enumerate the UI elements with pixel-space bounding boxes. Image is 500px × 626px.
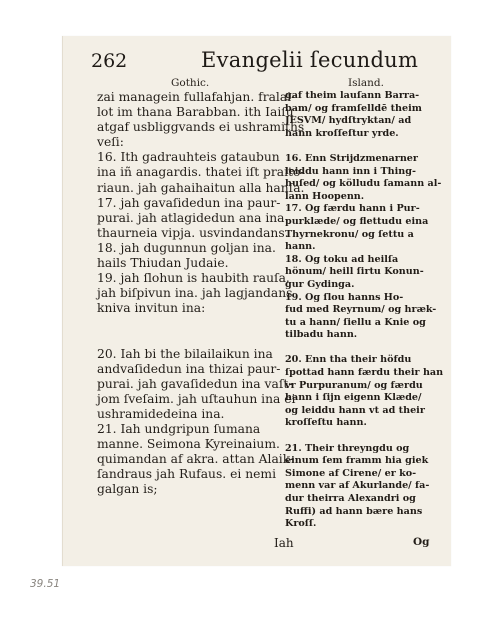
- icelandic-text-line: hönum/ heill ſirtu Konun-: [285, 266, 424, 278]
- icelandic-catchword: Og: [413, 536, 430, 548]
- gothic-text-line: 19. jah ſlohun is haubith rauſa.: [97, 271, 290, 286]
- icelandic-text-line: 16. Enn Strijdzmenarner: [285, 152, 418, 164]
- icelandic-text-line: hann.: [285, 241, 316, 253]
- icelandic-text-line: huſed/ og kölludu ſamann al-: [285, 178, 442, 190]
- gothic-text-line: 20. Iah bi the bilailaikun ina: [97, 346, 273, 361]
- pencil-margin-note: 39.51: [30, 578, 61, 590]
- icelandic-text-line: [285, 430, 441, 443]
- gothic-text-line: andvaſidedun ina thizai paur-: [97, 361, 281, 376]
- icelandic-text-line: leiddu hann inn i Thing-: [285, 165, 416, 177]
- icelandic-text-line: Kroſſ.: [285, 518, 317, 530]
- gothic-text-line: purai. jah atlagidedun ana ina: [97, 210, 285, 225]
- icelandic-text-line: Ruffi) ad hann bære hans: [285, 505, 423, 517]
- icelandic-text-line: 19. Og ſlou hanns Ho-: [285, 291, 404, 303]
- icelandic-text-line: tu a hann/ ſiellu a Knie og: [285, 316, 426, 328]
- icelandic-text-line: [285, 342, 441, 355]
- icelandic-text-line: einum ſem framm hia giek: [285, 455, 429, 467]
- icelandic-text-line: JESVM/ hydſtryktan/ ad: [285, 115, 412, 127]
- icelandic-text-line: purklæde/ og flettudu eina: [285, 215, 429, 227]
- icelandic-text-line: bam/ og framſelldē theim: [285, 102, 422, 114]
- icelandic-text-line: [285, 140, 441, 153]
- icelandic-text-line: og leiddu hann vt ad their: [285, 404, 425, 416]
- icelandic-text-line: fud med Reyrnum/ og hræk-: [285, 304, 437, 316]
- icelandic-text-line: 17. Og færdu hann i Pur-: [285, 203, 420, 215]
- book-page: [62, 36, 451, 566]
- gothic-text-line: 16. Ith gadrauhteis gataubun: [97, 150, 280, 165]
- page-number: 262: [91, 50, 128, 72]
- icelandic-column-label: Island.: [348, 77, 384, 89]
- gothic-column-label: Gothic.: [171, 77, 210, 89]
- icelandic-text-line: menn var af Akurlande/ fa-: [285, 480, 430, 492]
- gothic-text-line: [97, 316, 273, 331]
- gothic-text-line: veſi:: [97, 135, 124, 150]
- gothic-text-line: ina iñ anagardis. thatei iſt praito-: [97, 165, 305, 180]
- icelandic-text-line: 18. Og toku ad heilſa: [285, 253, 399, 265]
- gothic-text-line: 18. jah dugunnun goljan ina.: [97, 240, 276, 255]
- icelandic-text-line: gaf theim lauſann Barra-: [285, 90, 420, 101]
- gothic-text-line: thaurneia vipja. usvindandans.: [97, 225, 289, 240]
- gothic-text-line: ſandraus jah Rufaus. ei nemi: [97, 467, 277, 482]
- icelandic-text-line: tilbadu hann.: [285, 329, 358, 341]
- icelandic-text-line: Thyrnekronu/ og ſettu a: [285, 228, 414, 240]
- icelandic-text-line: 20. Enn tha their höfdu: [285, 354, 412, 366]
- icelandic-text-line: ſpottad hann færdu their han: [285, 367, 444, 379]
- gothic-text-line: galgan is;: [97, 482, 158, 497]
- icelandic-text-line: kroſſeſtu hann.: [285, 417, 367, 429]
- icelandic-text-line: vr Purpuranum/ og færdu: [285, 379, 423, 391]
- gothic-text-line: 17. jah gavaſidedun ina paur-: [97, 195, 281, 210]
- gothic-catchword: Iah: [274, 536, 294, 550]
- icelandic-column: [285, 90, 444, 531]
- icelandic-text-line: dur theirra Alexandri og: [285, 493, 416, 504]
- icelandic-text-line: hann kroſſeſtur yrde.: [285, 127, 399, 139]
- gothic-text-line: lot im thana Barabban. ith Iaiſu: [97, 105, 294, 120]
- gothic-text-line: manne. Seimona Kyreinaium.: [97, 437, 280, 452]
- gothic-text-line: kniva invitun ina:: [97, 301, 206, 316]
- running-title: Evangelii ſecundum: [201, 48, 419, 72]
- icelandic-text-line: 21. Their threyngdu og: [285, 442, 410, 454]
- gothic-text-line: riaun. jah gahaihaitun alla hanſa.: [97, 180, 305, 195]
- icelandic-text-line: Simone af Cirene/ er ko-: [285, 467, 417, 479]
- icelandic-text-line: lann Hoopenn.: [285, 190, 365, 202]
- gothic-text-line: ushramidedeina ina.: [97, 406, 225, 421]
- gothic-text-line: 21. Iah undgripun ſumana: [97, 422, 261, 437]
- gothic-text-line: [97, 332, 273, 347]
- gothic-text-line: jah biſpivun ina. jah lagjandans: [97, 286, 293, 301]
- icelandic-text-line: hann i ſijn eigenn Klæde/: [285, 392, 422, 404]
- gothic-text-line: atgaf usbliggvands ei ushramiths: [97, 120, 305, 135]
- icelandic-text-line: gur Gydinga.: [285, 278, 355, 290]
- gothic-text-line: quimandan af akra. attan Alaik-: [97, 452, 295, 467]
- gothic-text-line: hails Thiudan Judaie.: [97, 256, 229, 271]
- gothic-text-line: purai. jah gavaſidedun ina vaſt-: [97, 376, 293, 391]
- gothic-text-line: jom ſveſaim. jah uſtauhun ina ei: [97, 391, 296, 406]
- gothic-text-line: zai managein fullafahjan. fralai-: [97, 90, 296, 104]
